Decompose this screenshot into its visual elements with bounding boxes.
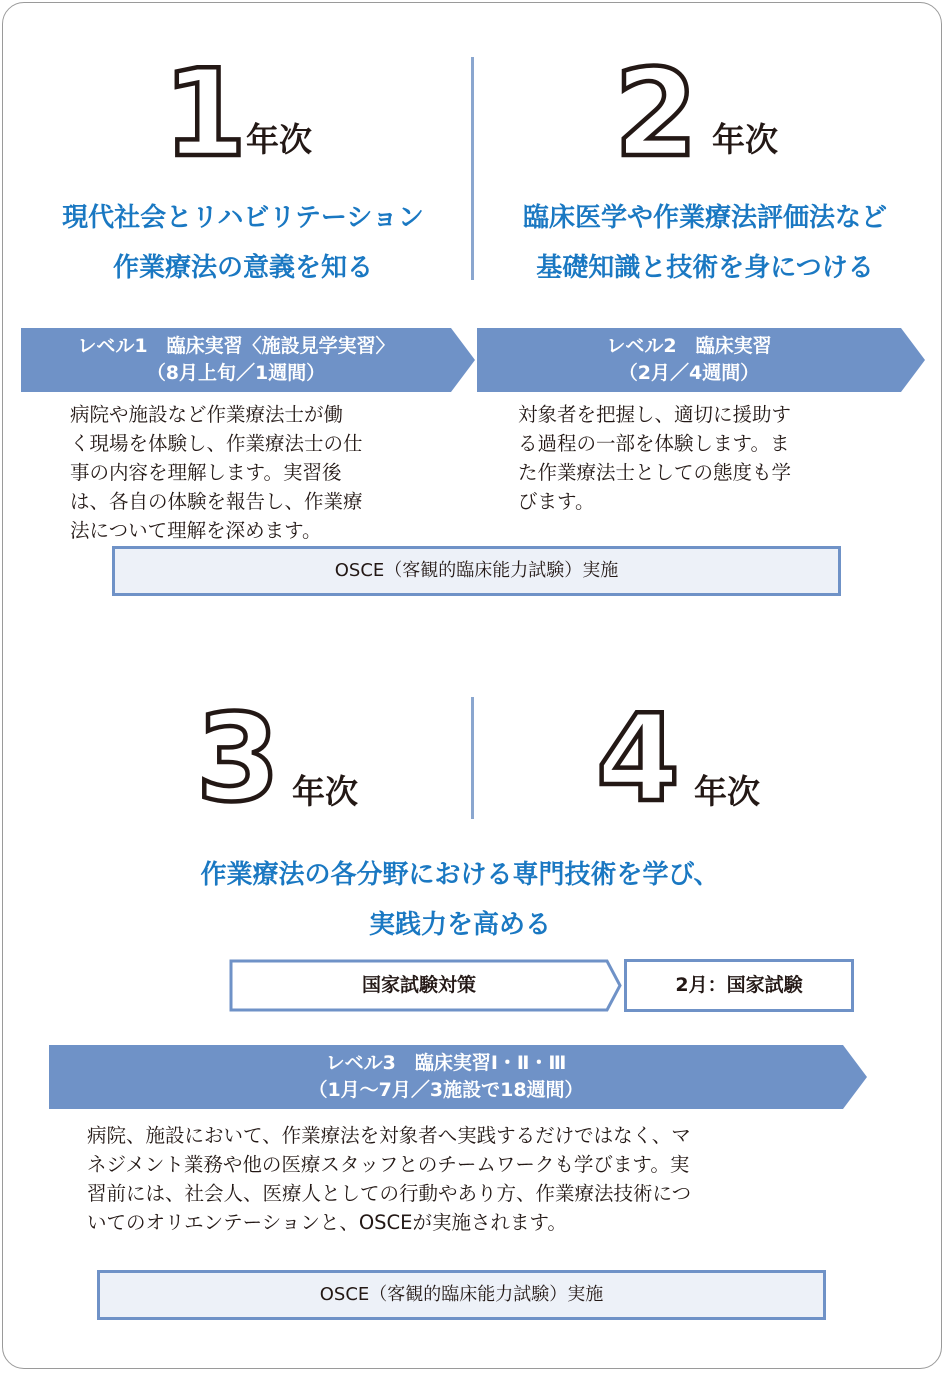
national-exam-box: 2月：国家試験 xyxy=(624,959,854,1012)
year3-label: 年次 xyxy=(292,772,358,811)
svg-text:3: 3 xyxy=(196,690,280,829)
level2-banner: レベル2 臨床実習 （2月／4週間） xyxy=(477,328,927,392)
svg-text:4: 4 xyxy=(596,690,680,829)
year1-description: 病院や施設など作業療法士が働 く現場を体験し、作業療法士の仕 事の内容を理解します。実習後 は、各自の体験を報告し、作業療 法について理解を深めます。 xyxy=(70,403,363,542)
year3-number xyxy=(190,690,286,829)
year34-heading: 作業療法の各分野における専門技術を学び、 実践力を高める xyxy=(200,860,720,940)
year2-description: 対象者を把握し、適切に援助す る過程の一部を体験します。ま た作業療法士としての態度も学 びます。 xyxy=(518,403,792,513)
divider-top xyxy=(471,57,474,280)
year1-heading: 現代社会とリハビリテーション 作業療法の意義を知る xyxy=(62,203,424,283)
year2-number xyxy=(608,45,704,184)
year2-label: 年次 xyxy=(712,120,778,159)
divider-bottom xyxy=(471,697,474,819)
national-exam-prep: 国家試験対策 xyxy=(229,959,622,1012)
level1-banner: レベル1 臨床実習〈施設見学実習〉 （8月上旬／1週間） xyxy=(21,328,476,392)
svg-text:1: 1 xyxy=(163,45,247,184)
level3-banner: レベル3 臨床実習Ⅰ・Ⅱ・Ⅲ （1月〜7月／3施設で18週間） xyxy=(49,1045,869,1109)
year1-number xyxy=(163,45,247,184)
level3-description: 病院、施設において、作業療法を対象者へ実践するだけではなく、マ ネジメント業務や他の医療スタッフとのチームワークも学びます。実 習前には、社会人、医療人としての行動やあり方、作業療法技術につ いてのオリエンテーションと、OSCEが実施されます。 xyxy=(87,1124,692,1234)
year1-label: 年次 xyxy=(246,120,312,159)
year2-heading: 臨床医学や作業療法評価法など 基礎知識と技術を身につける xyxy=(522,203,887,283)
year4-label: 年次 xyxy=(694,772,760,811)
svg-text:2: 2 xyxy=(614,45,698,184)
year4-number xyxy=(590,690,686,829)
osce-box-1: OSCE（客観的臨床能力試験）実施 xyxy=(112,546,841,596)
osce-box-2: OSCE（客観的臨床能力試験）実施 xyxy=(97,1270,826,1320)
